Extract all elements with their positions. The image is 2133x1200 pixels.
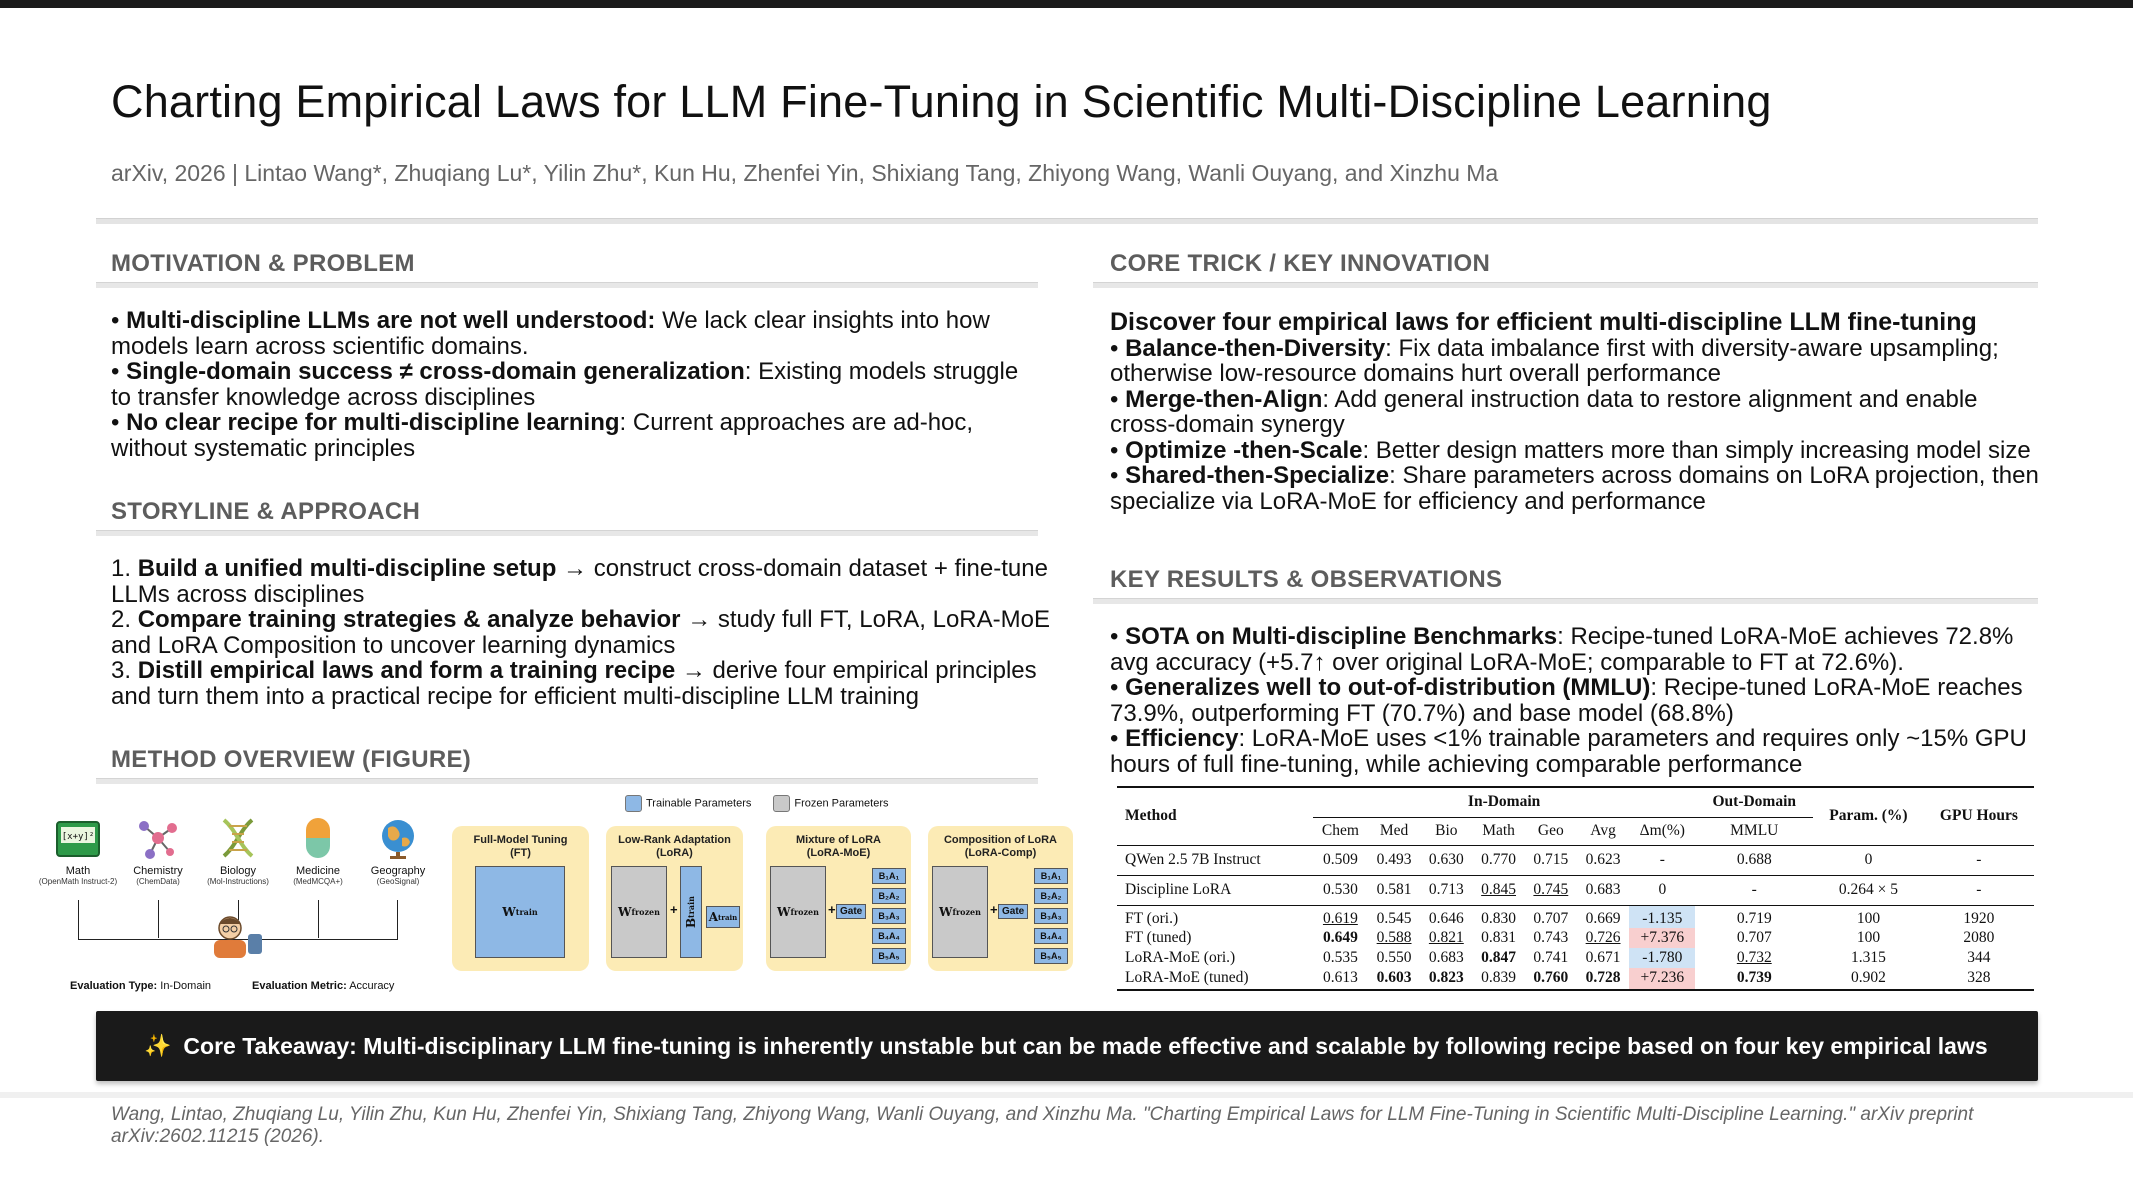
list-item: • Multi-discipline LLMs are not well understood: We lack clear insights into how models learn across scientific domains. — [111, 307, 990, 360]
calculator-icon — [55, 815, 101, 861]
table-header-method: Method — [1117, 787, 1313, 845]
w-frozen-block: W frozen — [770, 866, 826, 958]
page-title: Charting Empirical Laws for LLM Fine-Tuning in Scientific Multi-Discipline Learning — [111, 76, 1772, 127]
section-divider — [1093, 598, 2038, 604]
list-item: • Optimize -then-Scale: Better design matters more than simply increasing model size — [1110, 436, 2031, 464]
discipline-math: [x+y]² Math (OpenMath Instruct-2) — [38, 815, 118, 886]
section-divider — [96, 778, 1038, 784]
table-header-gpu: GPU Hours — [1924, 787, 2034, 845]
dna-icon — [215, 815, 261, 861]
lora-module: B₄A₄ — [1034, 928, 1068, 944]
table-row: FT (tuned) 0.649 0.588 0.821 0.831 0.743 0.726 +7.376 0.707 100 2080 — [1125, 928, 1995, 946]
discipline-geography: Geography (GeoSignal) — [358, 815, 438, 886]
discipline-chemistry: Chemistry (ChemData) — [118, 815, 198, 886]
list-item: • Shared-then-Specialize: Share parameters across domains on LoRA projection, then specialize via LoRA-MoE for efficiency and performance — [1110, 462, 2039, 515]
list-item: • No clear recipe for multi-discipline learning: Current approaches are ad-hoc, without systematic principles — [111, 409, 974, 462]
legend-trainable: Trainable Parameters — [625, 795, 751, 812]
table-row: LoRA-MoE (ori.) 0.535 0.550 0.683 0.847 0.741 0.671 -1.780 0.732 1.315 344 — [1125, 948, 1991, 966]
footer-divider — [0, 1092, 2133, 1098]
section-heading-motivation: MOTIVATION & PROBLEM — [111, 250, 415, 277]
table-subheader: Chem — [1321, 822, 1359, 839]
results-list — [1110, 624, 2045, 777]
globe-icon — [375, 815, 421, 861]
table-header-param: Param. (%) — [1813, 787, 1924, 845]
list-item: • Merge-then-Align: Add general instruction data to restore alignment and enable cross-domain synergy — [1110, 385, 1978, 438]
panel-full-model-tuning: Full-Model Tuning (FT) W train — [452, 826, 589, 971]
section-divider — [1093, 282, 2038, 288]
lora-module: B₅A₅ — [1034, 948, 1068, 964]
lora-module: B₃A₃ — [1034, 908, 1068, 924]
discipline-biology: Biology (Mol-Instructions) — [198, 815, 278, 886]
evaluation-metric: Evaluation Metric: Accuracy — [252, 980, 395, 992]
table-subheader: Med — [1379, 822, 1409, 839]
list-item: • Single-domain success ≠ cross-domain generalization: Existing models struggle to transfer knowledge across disciplines — [111, 358, 1019, 411]
byline: arXiv, 2026 | Lintao Wang*, Zhuqiang Lu*, Yilin Zhu*, Kun Hu, Zhenfei Yin, Shixiang Tang, Zhiyong Wang, Wanli Ouyang, and Xinzhu Ma — [111, 160, 1499, 186]
lora-module: B₂A₂ — [1034, 888, 1068, 904]
section-divider — [96, 530, 1038, 536]
flow-connector — [158, 900, 159, 938]
citation: Wang, Lintao, Zhuqiang Lu, Yilin Zhu, Kun Hu, Zhenfei Yin, Shixiang Tang, Zhiyong Wang, Wanli Ouyang, and Xinzhu Ma. "Charting Empirical Laws for LLM Fine-Tuning in Scientific Multi-Discipline Learning." arXiv preprint arXiv:2602.11215 (2026). — [111, 1104, 1974, 1147]
takeaway-text: Core Takeaway: Multi-disciplinary LLM fine-tuning is inherently unstable but can be made effective and scalable by following recipe based on four key empirical laws — [183, 1032, 1988, 1059]
list-item: • Generalizes well to out-of-distribution (MMLU): Recipe-tuned LoRA-MoE reaches 73.9%, outperforming FT (70.7%) and base model (68.8%) — [1110, 674, 2023, 727]
b-train-block: B train — [680, 866, 702, 958]
list-item: • SOTA on Multi-discipline Benchmarks: Recipe-tuned LoRA-MoE achieves 72.8% avg accuracy (+5.7↑ over original LoRA-MoE; comparable to FT at 72.6%). — [1110, 623, 2014, 676]
list-item: 2. Compare training strategies & analyze behavior → study full FT, LoRA, LoRA-MoE and LoRA Composition to uncover learning dynamics — [111, 606, 1050, 659]
table-subheader: Bio — [1435, 822, 1458, 839]
table-header-in-domain: In-Domain — [1313, 787, 1696, 817]
discipline-medicine: Medicine (MedMCQA+) — [278, 815, 358, 886]
header-divider — [96, 218, 2038, 224]
w-frozen-block: W frozen — [611, 866, 667, 958]
list-item: • Balance-then-Diversity: Fix data imbalance first with diversity-aware upsampling; otherwise low-resource domains hurt overall performance — [1110, 334, 1999, 387]
w-train-block: W train — [475, 866, 565, 958]
gate-block: Gate — [998, 904, 1028, 919]
researcher-icon — [208, 912, 268, 960]
lora-expert: B₅A₅ — [872, 948, 906, 964]
results-table — [1117, 786, 2034, 991]
a-train-block: A train — [706, 906, 740, 928]
table-subheader: Δm(%) — [1639, 822, 1685, 839]
motivation-list — [111, 308, 1041, 461]
lora-expert: B₃A₃ — [872, 908, 906, 924]
capsule-icon — [295, 815, 341, 861]
section-heading-storyline: STORYLINE & APPROACH — [111, 498, 421, 525]
storyline-list — [111, 556, 1051, 709]
list-item: • Efficiency: LoRA-MoE uses <1% trainable parameters and requires only ~15% GPU hours of full fine-tuning, while achieving comparable performance — [1110, 725, 2027, 778]
table-subheader: Geo — [1537, 822, 1564, 839]
flow-connector — [318, 900, 319, 938]
table-row: LoRA-MoE (tuned) 0.613 0.603 0.823 0.839 0.760 0.728 +7.236 0.739 0.902 328 — [1117, 968, 2034, 990]
core-list — [1110, 310, 2045, 514]
molecule-icon — [135, 815, 181, 861]
list-item: 3. Distill empirical laws and form a training recipe → derive four empirical principles and turn them into a practical recipe for efficient multi-discipline LLM training — [111, 657, 1037, 710]
figure-legend — [625, 795, 889, 812]
lora-expert: B₂A₂ — [872, 888, 906, 904]
core-takeaway-banner — [96, 1011, 2038, 1081]
panel-lora: Low-Rank Adaptation (LoRA) W frozen + B train A train — [606, 826, 743, 971]
svg-text:[x+y]²: [x+y]² — [61, 832, 95, 842]
section-heading-method: METHOD OVERVIEW (FIGURE) — [111, 746, 472, 773]
section-heading-core: CORE TRICK / KEY INNOVATION — [1110, 250, 1491, 277]
core-lead: Discover four empirical laws for efficient multi-discipline LLM fine-tuning — [1110, 308, 1977, 336]
legend-frozen: Frozen Parameters — [773, 795, 888, 812]
lora-module: B₁A₁ — [1034, 868, 1068, 884]
section-divider — [96, 282, 1038, 288]
w-frozen-block: W frozen — [932, 866, 988, 958]
sparkle-icon: ✨ — [144, 1033, 172, 1058]
panel-lora-comp: Composition of LoRA (LoRA-Comp) W frozen + Gate B₁A₁ B₂A₂ B₃A₃ B₄A₄ B₅A₅ — [928, 826, 1073, 971]
list-item: 1. Build a unified multi-discipline setup → construct cross-domain dataset + fine-tune LLMs across disciplines — [111, 555, 1048, 608]
table-subheader: Math — [1482, 822, 1515, 839]
lora-expert: B₁A₁ — [872, 868, 906, 884]
lora-expert: B₄A₄ — [872, 928, 906, 944]
top-bar — [0, 0, 2133, 8]
evaluation-type: Evaluation Type: In-Domain — [70, 980, 211, 992]
table-row: QWen 2.5 7B Instruct 0.509 0.493 0.630 0.770 0.715 0.623 - 0.688 0 - — [1117, 845, 2034, 875]
section-heading-results: KEY RESULTS & OBSERVATIONS — [1110, 566, 1503, 593]
gate-block: Gate — [836, 904, 866, 919]
table-subheader: MMLU — [1730, 822, 1779, 839]
table-header-out-domain: Out-Domain — [1695, 787, 1813, 817]
table-row: Discipline LoRA 0.530 0.581 0.713 0.845 0.745 0.683 0 - 0.264 × 5 - — [1117, 875, 2034, 905]
panel-lora-moe: Mixture of LoRA (LoRA-MoE) W frozen + Gate B₁A₁ B₂A₂ B₃A₃ B₄A₄ B₅A₅ — [766, 826, 911, 971]
table-row: FT (ori.) 0.619 0.545 0.646 0.830 0.707 0.669 -1.135 0.719 100 1920 — [1117, 905, 2034, 928]
table-subheader: Avg — [1590, 822, 1616, 839]
